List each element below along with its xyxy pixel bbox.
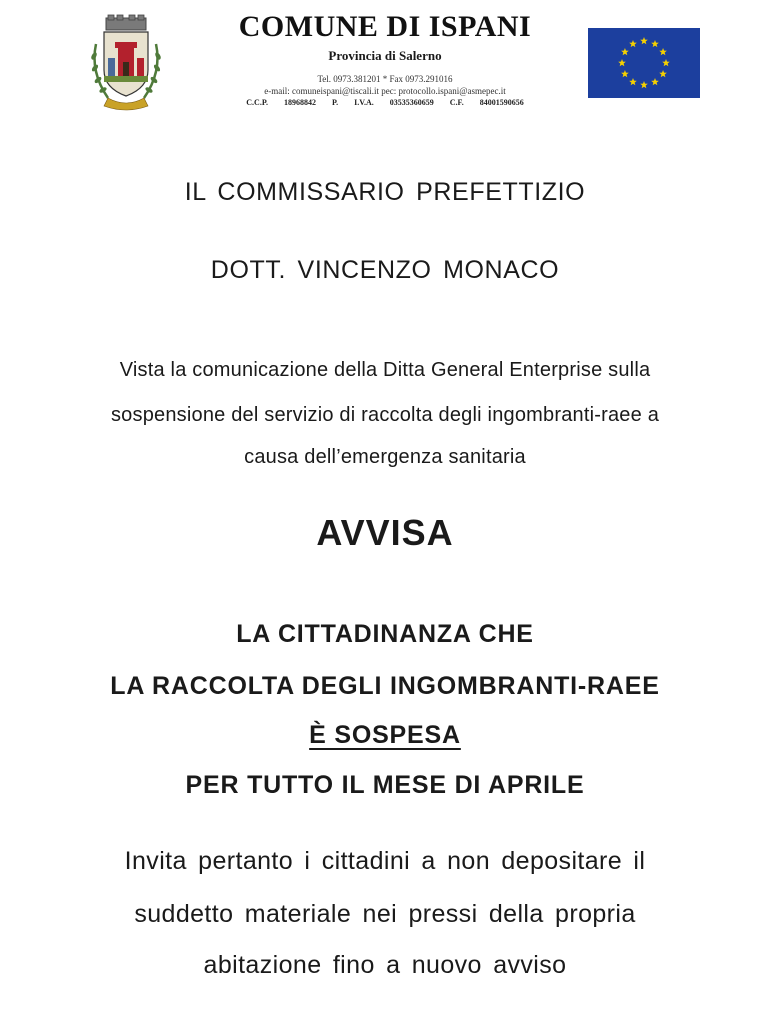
invitation-line: abitazione fino a nuovo avviso (203, 951, 567, 979)
provincia: Provincia di Salerno (328, 48, 442, 63)
eu-flag-icon (588, 28, 700, 98)
premise-line: Vista la comunicazione della Ditta General Enterprise sulla (119, 359, 651, 381)
notice-line: LA RACCOLTA DEGLI INGOMBRANTI-RAEE (110, 672, 660, 700)
invitation-line: Invita pertanto i cittadini a non depositare il (124, 847, 646, 875)
phone-fax: Tel. 0973.381201 * Fax 0973.291016 (317, 74, 453, 84)
notice-line: LA CITTADINANZA CHE (236, 620, 534, 648)
municipal-crest-icon (84, 14, 168, 114)
suspended-text: È SOSPESA (309, 721, 461, 749)
commissioner-title: IL COMMISSARIO PREFETTIZIO (184, 178, 586, 206)
invitation-line: suddetto materiale nei pressi della propria (134, 900, 636, 928)
letterhead-text (190, 10, 580, 109)
notice-line: PER TUTTO IL MESE DI APRILE (185, 771, 585, 799)
avvisa-heading: AVVISA (316, 512, 454, 553)
comune-name: COMUNE DI ISPANI (238, 10, 532, 43)
commissioner-name: DOTT. VINCENZO MONACO (210, 256, 560, 284)
fiscal-codes: C.C.P. 18968842 P. I.V.A. 03535360659 C.F. 84001590656 (246, 98, 524, 107)
notice-suspended (0, 721, 770, 750)
email-contacts: e-mail: comuneispani@tiscali.it pec: protocollo.ispani@asmepec.it (264, 86, 506, 96)
letterhead (0, 0, 770, 125)
premise-line: causa dell’emergenza sanitaria (244, 446, 526, 468)
premise-line: sospensione del servizio di raccolta degli ingombranti-raee a (110, 404, 660, 426)
